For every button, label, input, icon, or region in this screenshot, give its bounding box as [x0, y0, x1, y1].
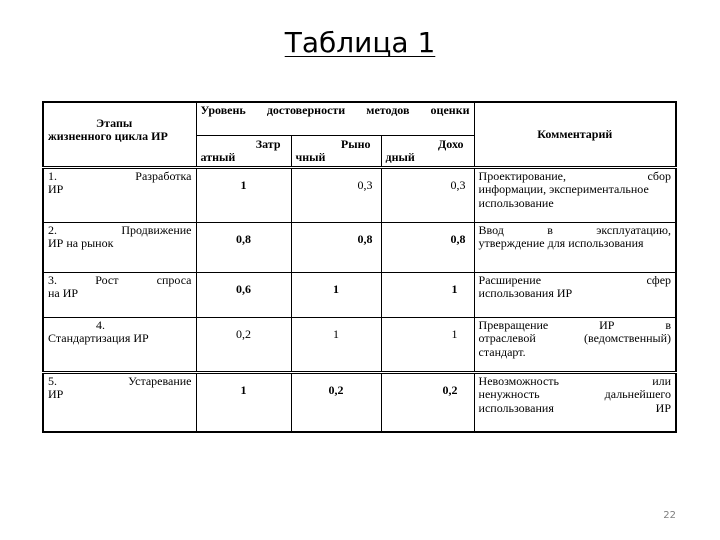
stage-line2: ИР [48, 387, 64, 402]
cost-value: 1 [196, 168, 291, 223]
slide-title-text: Таблица 1 [284, 26, 436, 59]
table-row [43, 273, 676, 318]
stage-line1: 3. Рост спроса [48, 273, 192, 287]
comment-line1: Проектирование, сбор [478, 169, 672, 183]
market-value: 0,3 [291, 168, 381, 223]
comment-rest: отраслевой (ведомственный) стандарт. [478, 331, 672, 359]
header-income-top: Дохо [438, 136, 464, 151]
comment-line1: Расширение сфер [478, 273, 672, 287]
table-row [43, 168, 676, 223]
comment-cell [474, 318, 676, 373]
header-market [291, 136, 381, 168]
stage-cell [43, 168, 196, 223]
header-market-bottom: чный [295, 150, 326, 164]
header-market-top: Рыно [340, 136, 371, 151]
table-row [43, 318, 676, 373]
stage-line1: 1. Разработка [48, 169, 192, 183]
comment-cell [474, 223, 676, 273]
stage-line2: на ИР [48, 286, 79, 301]
table-header-row [43, 102, 676, 136]
lifecycle-table [42, 101, 677, 433]
comment-rest: утверждение для использования [478, 236, 644, 251]
stage-line1: 5. Устаревание [48, 374, 192, 388]
cost-value: 1 [196, 373, 291, 433]
page-number: 22 [663, 510, 676, 521]
stage-line1: 4. [96, 318, 105, 332]
header-stages-line1: Этапы [96, 116, 133, 130]
comment-line1: Превращение ИР в [478, 318, 672, 332]
market-value: 1 [291, 318, 381, 373]
stage-line2: ИР [48, 182, 64, 197]
header-stages [43, 102, 196, 168]
stage-line2: Стандартизация ИР [48, 331, 149, 346]
comment-cell [474, 373, 676, 433]
header-cost [196, 136, 291, 168]
table-row [43, 373, 676, 433]
income-value: 1 [381, 318, 474, 373]
market-value: 1 [291, 273, 381, 318]
income-value: 0,3 [381, 168, 474, 223]
comment-cell [474, 168, 676, 223]
cost-value: 0,6 [196, 273, 291, 318]
table-row [43, 223, 676, 273]
stage-cell [43, 273, 196, 318]
stage-cell [43, 223, 196, 273]
income-value: 1 [381, 273, 474, 318]
market-value: 0,8 [291, 223, 381, 273]
income-value: 0,2 [381, 373, 474, 433]
income-value: 0,8 [381, 223, 474, 273]
stage-line2: ИР на рынок [48, 236, 114, 251]
comment-rest: ненужность дальнейшего использования ИР [478, 387, 672, 415]
header-income [381, 136, 474, 168]
header-comment: Комментарий [474, 102, 676, 168]
comment-rest: использования ИР [478, 286, 573, 301]
comment-cell [474, 273, 676, 318]
header-income-bottom: дный [385, 150, 415, 164]
stage-cell [43, 373, 196, 433]
header-stages-line2: жизненного цикла ИР [48, 129, 168, 144]
cost-value: 0,8 [196, 223, 291, 273]
market-value: 0,2 [291, 373, 381, 433]
header-cost-bottom: атный [200, 150, 236, 164]
header-cost-top: Затр [255, 136, 281, 151]
header-level: Уровень достоверности методов оценки [196, 102, 474, 136]
slide-title [0, 26, 720, 59]
stage-cell [43, 318, 196, 373]
comment-line1: Невозможность или [478, 374, 672, 388]
cost-value: 0,2 [196, 318, 291, 373]
stage-line1: 2. Продвижение [48, 223, 192, 237]
comment-line1: Ввод в эксплуатацию, [478, 223, 672, 237]
comment-rest: информации, экспериментальное использование [478, 182, 649, 210]
